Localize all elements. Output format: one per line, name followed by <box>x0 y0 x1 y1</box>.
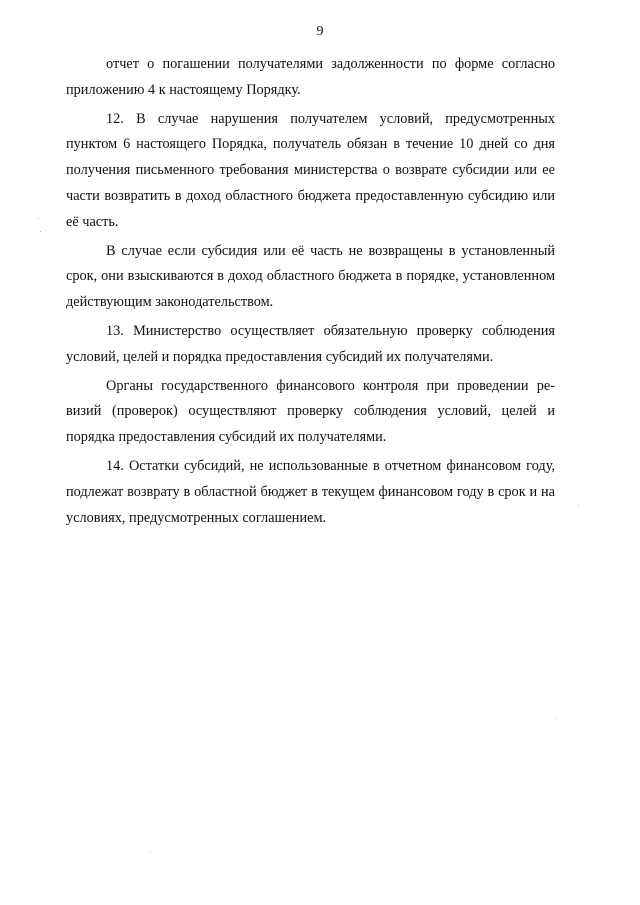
scan-speck <box>578 505 579 506</box>
scan-speck <box>150 852 151 853</box>
paragraph-continuation: отчет о погашении получателями задолженности по форме согласно приложению 4 к настоящему Порядку. <box>66 56 555 98</box>
document-body <box>66 52 555 534</box>
paragraph-item-12: 12. В случае нарушения получателем условий, предусмотренных пунктом 6 настоящего Порядка, получатель обязан в течение 10 дней со дня получения письменного требования министерства о возврате субсидии или ее части возвратить в доход областного бюджета предоставленную субсидию или её часть. <box>66 110 555 230</box>
scan-speck <box>38 218 39 219</box>
paragraph-refund-recovery: В случае если субсидия или её часть не возвращены в установленный срок, они взыскиваются в доход областного бюджета в порядке, установленном действующим законодательством. <box>66 242 555 311</box>
scan-speck <box>556 718 557 719</box>
page-number: 9 <box>316 24 324 39</box>
paragraph-item-14: 14. Остатки субсидий, не использованные в отчетном финансовом году, подлежат возврату в областной бюджет в текущем финансовом году в срок и на условиях, предусмотренных соглашением. <box>66 457 555 526</box>
paragraph-financial-control: Органы государственного финансового контроля при проведении ревизий (проверок) осуществляют проверку соблюдения условий, целей и порядка предоставления субсидий их получателями. <box>66 377 555 446</box>
paragraph-item-13: 13. Министерство осуществляет обязательную проверку соблюдения условий, целей и порядка предоставления субсидий их получателями. <box>66 322 555 365</box>
scan-speck <box>40 231 41 232</box>
